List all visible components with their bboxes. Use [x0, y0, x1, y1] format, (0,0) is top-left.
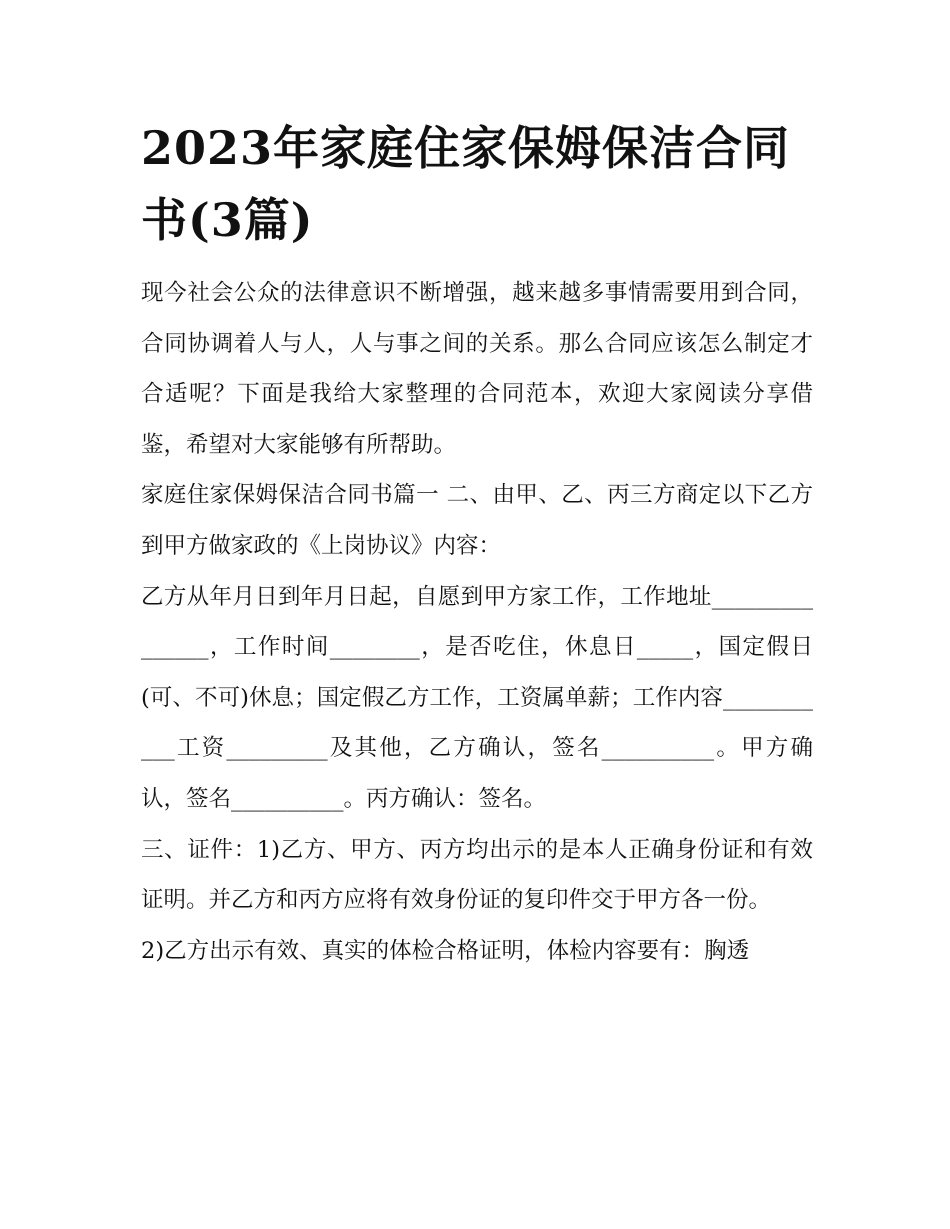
- title-line-2: 书(3篇): [141, 193, 314, 247]
- document-page: [141, 112, 813, 976]
- title-line-1: 2023年家庭住家保姆保洁合同: [141, 121, 791, 175]
- documents-paragraph: 三、证件：1)乙方、甲方、丙方均出示的是本人正确身份证和有效证明。并乙方和丙方应将有效身份证的复印件交于甲方各一份。: [141, 836, 813, 914]
- section-one-paragraph: 家庭住家保姆保洁合同书篇一 二、由甲、乙、丙三方商定以下乙方到甲方做家政的《上岗协议》内容：: [141, 482, 813, 559]
- intro-paragraph: 现今社会公众的法律意识不断增强，越来越多事情需要用到合同，合同协调着人与人，人与事之间的关系。那么合同应该怎么制定才合适呢？下面是我给大家整理的合同范本，欢迎大家阅读分享借鉴，希望对大家能够有所帮助。: [141, 280, 813, 458]
- work-terms-paragraph: 乙方从年月日到年月日起，自愿到甲方家工作，工作地址_______________，工作时间________，是否吃住，休息日_____，国定假日(可、不可)休息；国定假乙方工作，工资属单薪；工作内容___________工资_________及其他，乙方确认，签名__________。甲方确认，签名__________。丙方确认：签名。: [141, 583, 813, 812]
- health-check-paragraph: 2)乙方出示有效、真实的体检合格证明，体检内容要有：胸透: [141, 937, 750, 964]
- document-title: [141, 112, 813, 256]
